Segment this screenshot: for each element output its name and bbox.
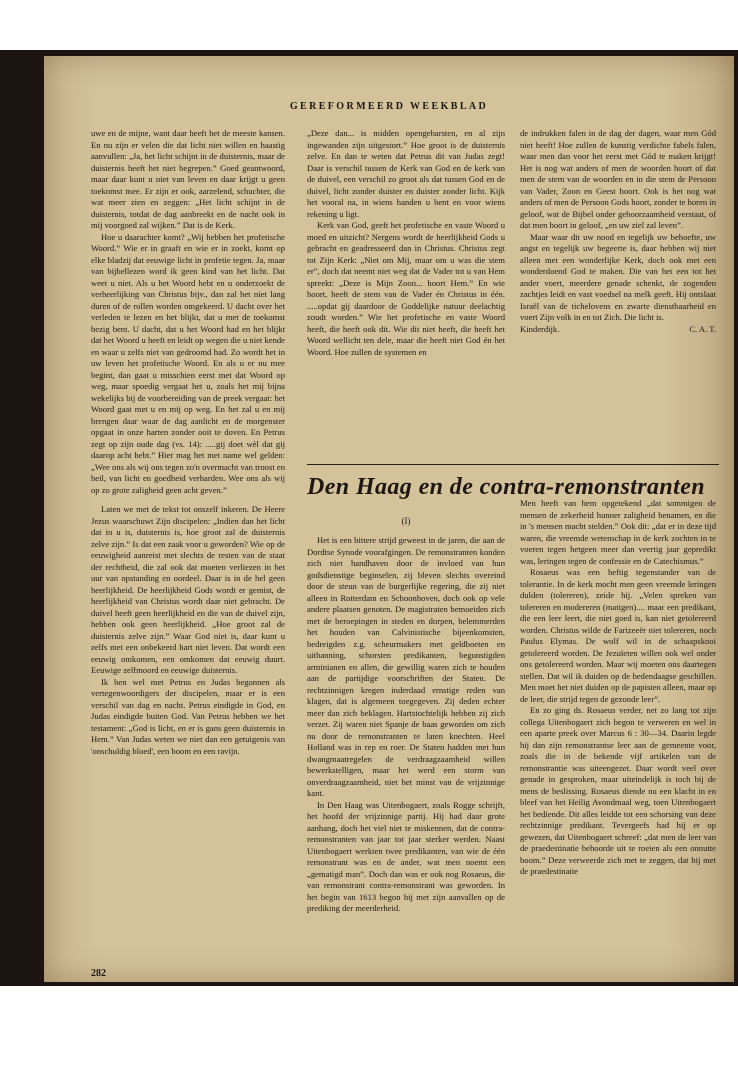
paragraph: Rosaeus was een heftig tegenstander van de tolerantie. In de kerk mocht men geen vreemde leringen dulden (tolereren), zeide hij. „Velen spreken van tolereren en modereren (matigen).... maar een predikant, die een leer leert, die niet goed is, kan niet getolereerd worden. Christus wilde de Farizeeër niet tolereren, noch Paulus Elymas. De wolf wil in de schaapskooi getolereerd worden. De Jezuïeten willen ook wel onder ons getolereerd worden. Maar wij moeten ons daartegen stellen. Dat wil ik duiden op de hedendaagse geschillen. Men moet het niet duiden op de papisten alleen, maar op de leer, die strijd tegen de gezonde leer”. [520, 567, 716, 704]
signature-initials: C. A. T. [689, 323, 716, 334]
paragraph: In Den Haag was Uitenbogaert, zoals Rogge schrijft, het hoofd der vrijzinnige partij. Hij had daar grote aanhang, doch het viel niet te miskennen, dat de contra-remonstranten van jaar tot jaar sterker werden. Naast Uitenbogaert werkten twee predikanten, van wie de één remonstrant was en de ander, wat men noemt een „gematigd man”. Doch dan was er ook nog Rosaeus, die van remonstrant contra-remonstrant was geworden. In het begin van 1613 begon hij met zijn aanvallen op de prediking der meerderheid. [307, 799, 505, 913]
running-header: GEREFORMEERD WEEKBLAD [289, 101, 489, 112]
magazine-page [44, 56, 734, 982]
column-2-top [307, 128, 505, 378]
paragraph: Ik ben wel met Petrus en Judas begonnen als vertegenwoordigers der discipelen, maar er is een verschil van dag en nacht. Petrus eindigde in God, en Judas eindigde buiten God. Van Petrus hebben we het testament: „God is licht, en er is gans geen duisternis in Hem.” Van Judas weten we niet dan een getuigenis van 'onschuldig bloed', een boom en een ravijn. [91, 676, 285, 756]
article-part-number: (I) [401, 516, 411, 526]
column-1 [91, 128, 285, 960]
signature [520, 324, 716, 336]
page-number: 282 [91, 968, 106, 979]
paragraph: En zo ging ds. Rosaeus verder, net zo lang tot zijn collega Uitenbogaert zich begon te verweren en wel in een aparte preek over Marcus 6 : 30—34. Daarin legde hij dan zijn remonstrantse leer aan de gemeente voor, zoals die in de bekende vijf artikelen van de remonstrantie was uiteengezet. Daar wordt veel over genade in gesproken, maar uiteindelijk is toch bij de mens de beslissing. Rosaeus diende nu een klacht in en bleef van het Heilig Avondmaal weg, toen Uitenbogaert het bediende. Dit alles leidde tot een schorsing van deze rechtzinnige predikant. Tevergeefs had hij er op gewezen, dat Uitenbogaert schreef: „dat men de leer van de praedestinatie behoorde uit te roeien als een onnutte boom.” Deze verweerde zich met te zeggen, dat hij met de praedestinatie [520, 705, 716, 876]
article-column-right [520, 498, 716, 961]
article-title: Den Haag en de contra-remonstranten [307, 474, 706, 500]
paragraph: uwe en de mijne, want daar heeft het de meeste kansen. En nu zijn er velen die dat licht niet willen en haastig aanvullen: „Ja, het licht schijnt in de duisternis, maar de duisternis heeft het niet begrepen.” Goed geantwoord, maar daar kunt u niet van leven en daar krijgt u geen toekomst mee. Er zijn er ook, aarzelend, schuchter, die wat meer zien en zeggen: „Het licht schijnt in de duisternis, totdat de dag aanbreekt en de nacht ook in mij voorgoed zal wijken.” Dat is de Kerk. [91, 128, 285, 230]
article-column-left [307, 535, 505, 961]
signature-place: Kinderdijk. [520, 323, 560, 334]
paragraph: „Deze dan... is midden opengebarsten, en al zijn ingewanden zijn uitgestort.” Hoe groot is de duisternis zelve. En dan te weten dat Petrus dit van Judas zegt! Daar is verschil tussen de Kerk van God en de kerk van de duivel, een verschil zo groot als dat tussen God en de duivel, licht zonder duister en duister zonder licht. Kijk het vooral na, in wiens handen u bent en voor wiens rekening u ligt. [307, 128, 505, 219]
paragraph: Hoe u daarachter komt? „Wij hebben het profetische Woord.” Wie er in graaft en wie er in zoekt, komt op elke bladzij dat eeuwige licht in profetie tegen. Ja, maar van bijbellezen word ik geen kind van het licht. Dat weet u niet. Als u het Woord hebt en u onderzoekt de verheerlijking van Christus bijv., dan zal het niet lang duren of de rollen worden omgekeerd. U dacht over het verleden te lezen en het blijkt, dat u met de toekomst bezig bent. U dacht, dat u het Woord had en het blijkt dat het Woord u heeft en leidt op wegen die u niet kende en waar u zelfs niet van gedroomd had. Zo wordt het in uw leven het profetische Woord. En als u er nu mee begint, dan gaat u misschien eerst met dat Woord op weg, maar spoedig vergaat het u, zoals het mij bijna wekelijks bij de voorbereiding van de preek vergaat: het Woord gaat met u en mij op weg. En het zal u en mij brengen daar waar de dag aanlicht en de morgenster opgaat in onze harten zonder ooit te doven. En Petrus zegt op zijn oude dag (vs. 14): .....gij doet wèl dat gij daarop acht hebt.” Hier mag het met name wel gelden: „Wee ons als wij ons tegen zo'n overmacht van troost en heil, van licht en goedheid verharden. Wee ons als wij op zo grote zaligheid geen acht geven.” [91, 231, 285, 495]
article-divider [307, 464, 719, 465]
paragraph: de indrukken falen in de dag der dagen, waar men Gód niet heeft! Hoe zullen de kunstig verdichte fabels falen, waar men dan voor het eerst met Gód te maken krijgt! Het is nog wat anders of men de woorden hoort of dat men de stem van de woorden en in die stem de Persoon van Vader, Zoon en Geest hoort. Ook is het nog wat anders of men de Persoon Gods hoort, zonder te horen in geloof, wat de Bijbel onder gehoorzaamheid verstaat, of dat men hoort in geloof, „en uw ziel zal leven”. [520, 128, 716, 230]
paragraph: Maar waar dit uw nood en tegelijk uw behoefte, uw angst en tegelijk uw begeerte is, daar hebben wij niet alleen met een wonderlijke Kerk, doch ook met een wonderdoend God te maken. Die van het een tot het ander voert, meerdere genade schenkt, de zogenden zachtjes leidt en vast voedsel na melk geeft. Hij ontslaat Israël van de tichelovens en zwarte dienstbaarheid en voert Zijn volk in en tot Zich. Die licht is. [520, 231, 716, 322]
paragraph: Men heeft van hem opgetekend „dat sommigen de mensen de zekerheid hunner zaligheid benamen, en die in 's mensen macht stelden.” Ook dit: „dat er in deze tijd waren, die vreemde wetenschap in de kerk zochten in te voeren tegen hetgeen meer dan veertig jaar gepredikt was, leringen tegen de confessie en de Catechismus.” [520, 498, 716, 566]
scan-background [0, 50, 738, 986]
paragraph: Het is een bittere strijd geweest in de jaren, die aan de Dordtse Synode voorafgingen. De remonstranten konden zich niet handhaven door de invloed van hun godsdienstige beginselen, zij bleven slechts overeind door de steun van de burgerlijke regering, die zij niet alleen in Rotterdam en Schoonhoven, doch ook op vele andere plaatsen genoten. De magistraten bemoeiden zich met de beroepingen in steden en dorpen, belemmerden het houden van Calvinistische bijeenkomsten, bedreigden z.g. scheurmakers met geldboeten en uitbanning, schorsten predikanten, begunstigden arminianen en allen, die gewillig waren zich te houden aan de partijdige voorschriften der Staten. De rechtzinnigen kregen inderdaad ernstige reden van klagen, dat is algemeen toegegeven. Zij deden echter meer dan zich beklagen. Hartstochtelijk hebben zij zich verzet. Zij waren niet Spanje de baas geworden om zich nu door de remonstranten te laten knechten. Heel Holland was in rep en roer. De Staten hadden met hun dwangmaatregelen de verdraagzaamheid willen bewerkstelligen, maar het werd een storm van onverdraagzaamheid, niet het minst van de vrijzinnige kant. [307, 535, 505, 798]
paragraph: Kerk van God, geeft het profetische en vaste Woord u moed en uitzicht? Nergens wordt de heerlijkheid Gods u gebracht en geadresseerd dan in Christus. Christus zegt tot Zijn Kerk: „Niet om Mij, maar om u was die stem er”, doch dat neemt niet weg dat de Vader tot u van Hem spreekt: „Deze is Mijn Zoon... hoort Hem.” En wie hoort, heeft de stem van de Vader én Christus in één. .....opdat gij daardoor de Goddelijke natuur deelachtig zoudt worden.” Wie het profetische en vaste Woord heeft, die heeft ook dit. Wie dit niet heeft, die heeft het Woord wellicht ten dele, maar die heeft niet God én het Woord. Hoe zullen de systemen en [307, 220, 505, 357]
paragraph: Laten we met de tekst tot onszelf inkeren. De Heere Jezus waarschuwt Zijn discipelen: „Indien dan het licht dat in u is, duisternis is, hoe groot zal de duisternis zelve zijn.” Is dat een zaak voor u geworden? Wie op de eeuwigheid aanreist met slechts de resten van de staat der rechtheid, die zal ook dat moeten verliezen in het uur van opstanding en oordeel. Daar is in de hel geen heerlijkheid. De heerlijkheid Gods wordt er gemist, de heerlijkheid van Christus wordt daar niet gebracht. De duivel heeft geen heerlijkheid en die van de duivel zijn, hebben ook geen heerlijkheid. „Hoe groot zal de duisternis zelve zijn.” Waar God niet is, daar kunt u zelfs met een onbekeerd hart niet leven. Dat wordt een eeuwig omkomen, een omkomen dat eeuwig duurt. Eeuwige zelfmoord en eeuwige duisternis. [91, 504, 285, 675]
column-3-top [520, 128, 716, 390]
